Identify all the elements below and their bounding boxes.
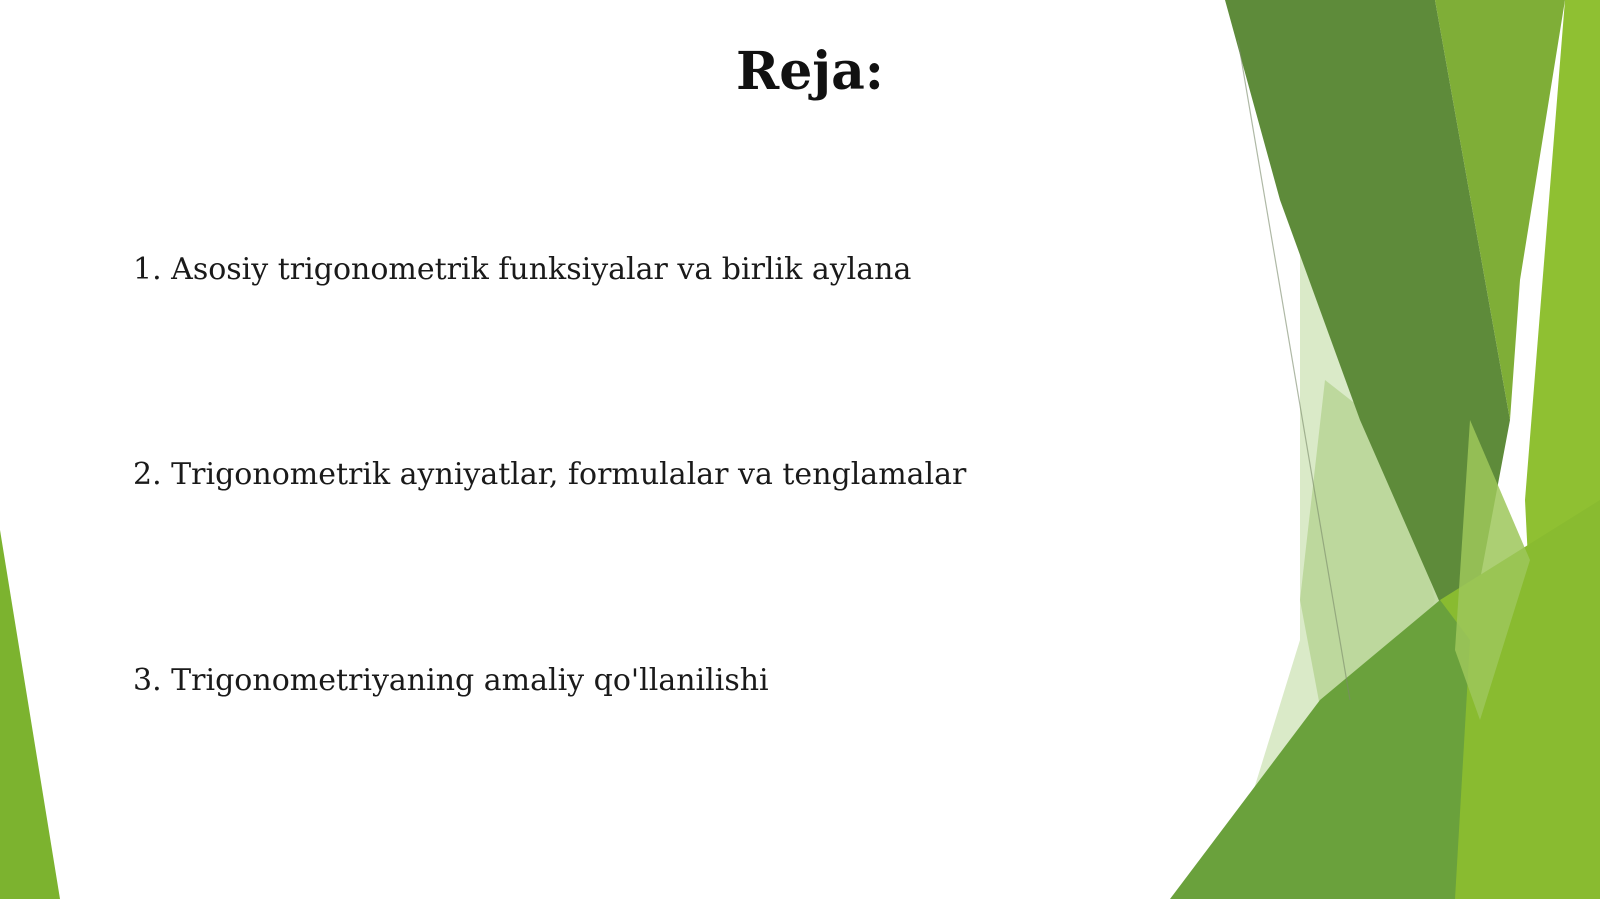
slide-title: Reja: [735,41,884,102]
plan-item-1: 1. Asosiy trigonometrik funksiyalar va birlik aylana [133,252,912,287]
plan-item-3: 3. Trigonometriyaning amaliy qo'llanilishi [133,663,769,698]
left-green-wedge [0,530,60,899]
plan-item-2: 2. Trigonometrik ayniyatlar, formulalar va tenglamalar [133,457,967,492]
